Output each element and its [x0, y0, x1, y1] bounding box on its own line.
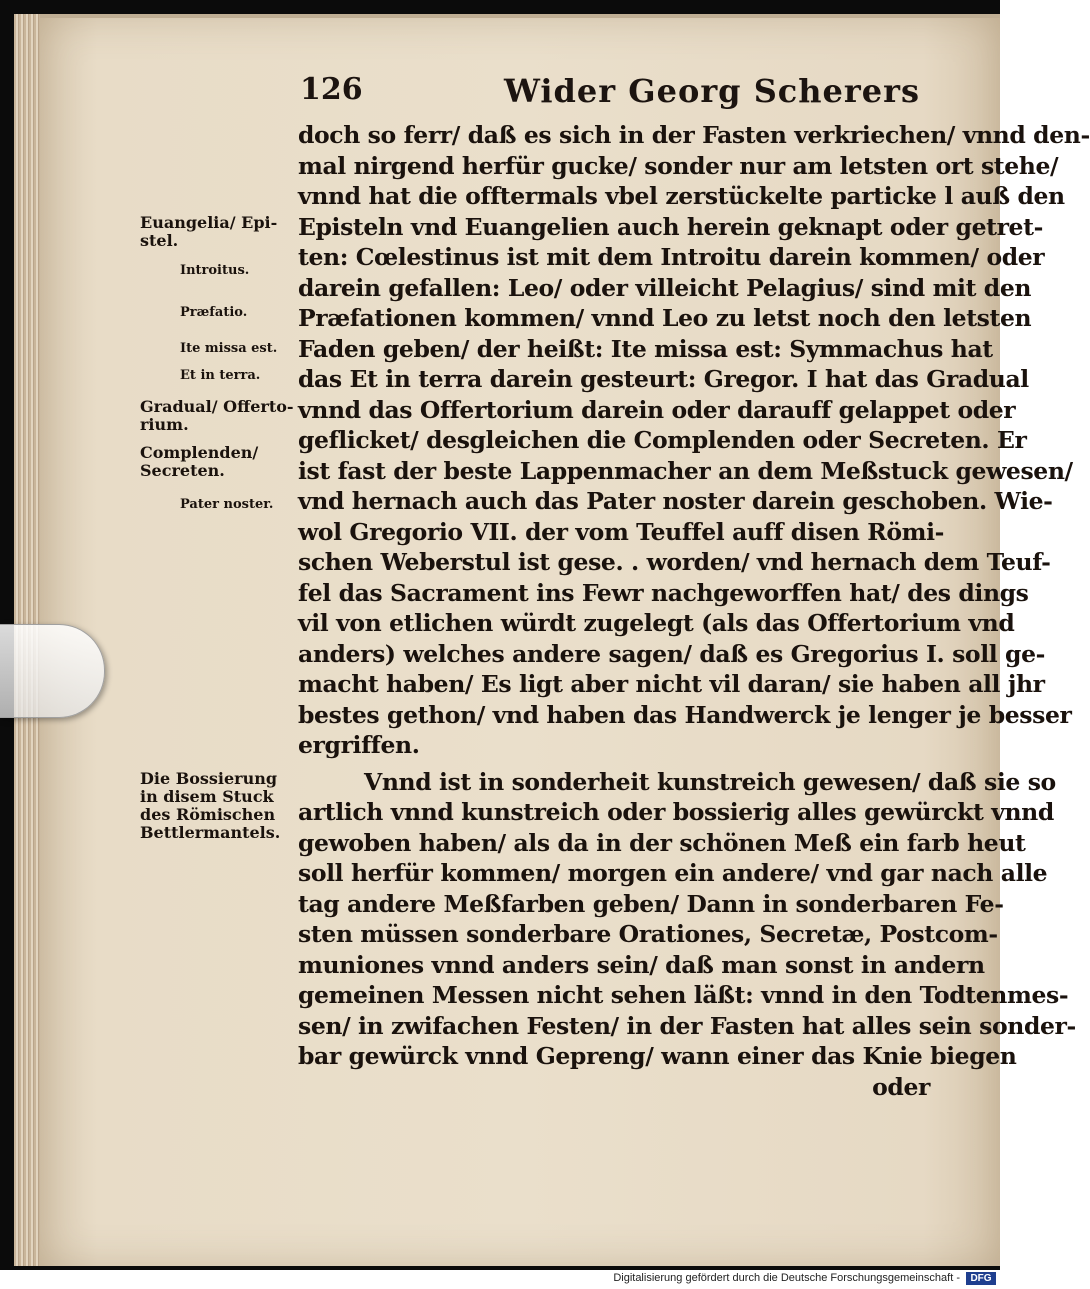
bookmark-clip: [0, 624, 105, 718]
page-header: [300, 72, 920, 120]
text-line: gewoben haben/ als da in der schönen Meß ein farb heut: [298, 828, 1026, 857]
text-line: Episteln vnd Euangelien auch herein geknapt oder getret-: [298, 212, 1043, 241]
text-line: tag andere Meßfarben geben/ Dann in sonderbaren Fe-: [298, 889, 1004, 918]
margin-note-ite-missa-est: Ite missa est.: [180, 341, 278, 356]
margin-note-introitus: Introitus.: [180, 263, 250, 278]
text-line: Vnnd ist in sonderheit kunstreich gewesen/ daß sie so: [364, 767, 1056, 796]
text-line: sen/ in zwifachen Festen/ in der Fasten hat alles sein sonder-: [298, 1011, 1076, 1040]
text-line: muniones vnnd anders sein/ daß man sonst in andern: [298, 950, 985, 979]
text-line: gemeinen Messen nicht sehen läßt: vnnd in den Todtenmes-: [298, 981, 1069, 1009]
text-line: vnnd hat die offtermals vbel zerstückelte particke l auß den: [298, 182, 1065, 210]
text-line: vnd hernach auch das Pater noster darein geschoben. Wie-: [298, 487, 1053, 515]
digitization-credit: Digitalisierung gefördert durch die Deutsche Forschungsgemeinschaft -: [613, 1272, 960, 1284]
text-line: ist fast der beste Lappenmacher an dem Meßstuck gewesen/: [298, 456, 1073, 485]
text-line: wol Gregorio VII. der vom Teuffel auff disen Römi-: [298, 517, 944, 546]
margin-note-praefatio: Præfatio.: [180, 305, 248, 320]
margin-note-bossierung: Die Bossierung in disem Stuck des Römischen Bettlermantels.: [140, 769, 281, 842]
text-line: macht haben/ Es ligt aber nicht vil daran/ sie haben all jhr: [298, 670, 1045, 698]
catchword: oder: [872, 1072, 930, 1101]
text-line: darein gefallen: Leo/ oder villeicht Pelagius/ sind mit den: [298, 273, 1032, 302]
margin-note-gradual: Gradual/ Offerto- rium.: [140, 397, 294, 434]
text-line: Præfationen kommen/ vnnd Leo zu letst noch den letsten: [298, 304, 1032, 332]
text-line: geflicket/ desgleichen die Complenden oder Secreten. Er: [298, 426, 1027, 454]
page-number: 126: [300, 72, 363, 107]
text-line: anders) welches andere sagen/ daß es Gregorius I. soll ge-: [298, 639, 1045, 668]
text-line: ten: Cœlestinus ist mit dem Introitu darein kommen/ oder: [298, 243, 1045, 271]
margin-note-complenden: Complenden/ Secreten.: [140, 443, 259, 480]
margin-note-et-in-terra: Et in terra.: [180, 368, 261, 383]
text-line: mal nirgend herfür gucke/ sonder nur am letsten ort stehe/: [298, 151, 1059, 180]
text-line: sten müssen sonderbare Orationes, Secretæ, Postcom-: [298, 920, 998, 948]
text-line: schen Weberstul ist gese. . worden/ vnd hernach dem Teuf-: [298, 548, 1051, 576]
footer-bar: [0, 1270, 1000, 1289]
text-line: ergriffen.: [298, 731, 420, 759]
text-line: fel das Sacrament ins Fewr nachgeworffen hat/ des dings: [298, 578, 1029, 607]
dfg-logo: DFG: [966, 1272, 996, 1285]
text-line: soll herfür kommen/ morgen ein andere/ vnd gar nach alle: [298, 859, 1048, 887]
text-line: Faden geben/ der heißt: Ite missa est: Symmachus hat: [298, 334, 993, 363]
text-line: bestes gethon/ vnd haben das Handwerck je lenger je besser: [298, 700, 1072, 729]
text-line: vnnd das Offertorium darein oder darauff gelappet oder: [298, 395, 1016, 424]
text-line: bar gewürck vnnd Gepreng/ wann einer das Knie biegen: [298, 1042, 1017, 1070]
main-text-block: [298, 120, 1090, 1102]
text-line: doch so ferr/ daß es sich in der Fasten verkriechen/ vnnd den-: [298, 121, 1090, 149]
text-line: artlich vnnd kunstreich oder bossierig alles gewürckt vnnd: [298, 798, 1054, 826]
text-line: das Et in terra darein gesteurt: Gregor. I hat das Gradual: [298, 365, 1029, 393]
running-head: Wider Georg Scherers: [504, 72, 920, 110]
text-line: vil von etlichen würdt zugelegt (als das Offertorium vnd: [298, 609, 1015, 637]
margin-note-euangelia: Euangelia/ Epi- stel.: [140, 213, 278, 250]
margin-note-pater-noster: Pater noster.: [180, 497, 274, 512]
